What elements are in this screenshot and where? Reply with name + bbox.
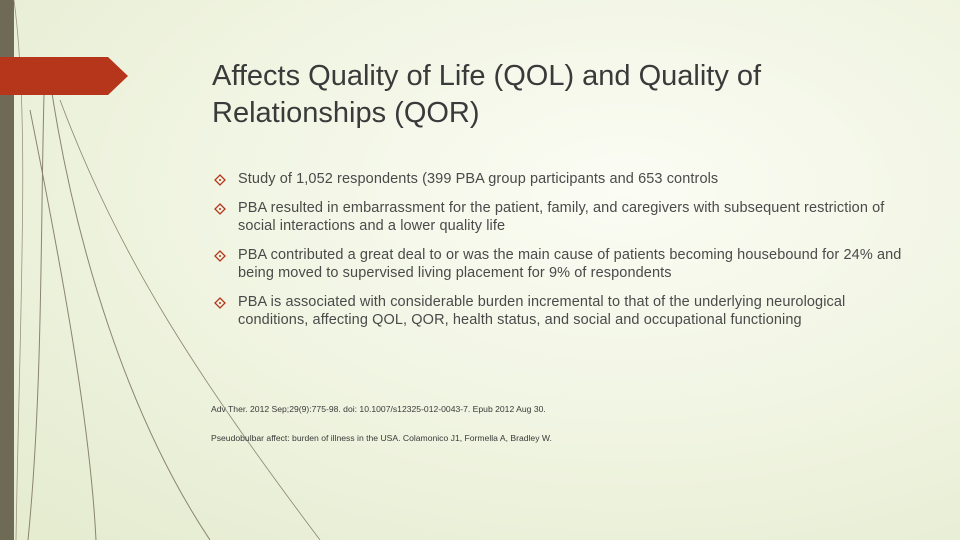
- bullet-text: PBA contributed a great deal to or was the main cause of patients becoming housebound for 24% and being moved to supervised living placement for 9% of respondents: [238, 247, 902, 281]
- title-accent-arrow: [0, 57, 128, 95]
- bullet-item: [214, 246, 914, 282]
- reference-citation: Pseudobulbar affect: burden of illness in the USA. Colamonico J1, Formella A, Bradley W.: [211, 433, 552, 443]
- diamond-bullet-icon: [214, 250, 226, 262]
- diamond-bullet-icon: [214, 174, 226, 186]
- references: [211, 404, 911, 444]
- bullet-text: Study of 1,052 respondents (399 PBA group participants and 653 controls: [238, 171, 719, 187]
- bullet-item: [214, 293, 914, 329]
- diamond-bullet-icon: [214, 297, 226, 309]
- diamond-bullet-icon: [214, 203, 226, 215]
- bullet-list: [214, 170, 914, 329]
- reference-citation: Adv Ther. 2012 Sep;29(9):775-98. doi: 10.1007/s12325-012-0043-7. Epub 2012 Aug 30.: [211, 404, 546, 414]
- bullet-item: [214, 170, 914, 188]
- slide-title: Affects Quality of Life (QOL) and Quality of Relationships (QOR): [212, 60, 762, 129]
- bullet-text: PBA is associated with considerable burden incremental to that of the underlying neurological conditions, affecting QOL, QOR, health status, and social and occupational functioning: [238, 294, 846, 328]
- bullet-item: [214, 199, 914, 235]
- bullet-text: PBA resulted in embarrassment for the patient, family, and caregivers with subsequent restriction of social interactions and a lower quality life: [238, 200, 885, 234]
